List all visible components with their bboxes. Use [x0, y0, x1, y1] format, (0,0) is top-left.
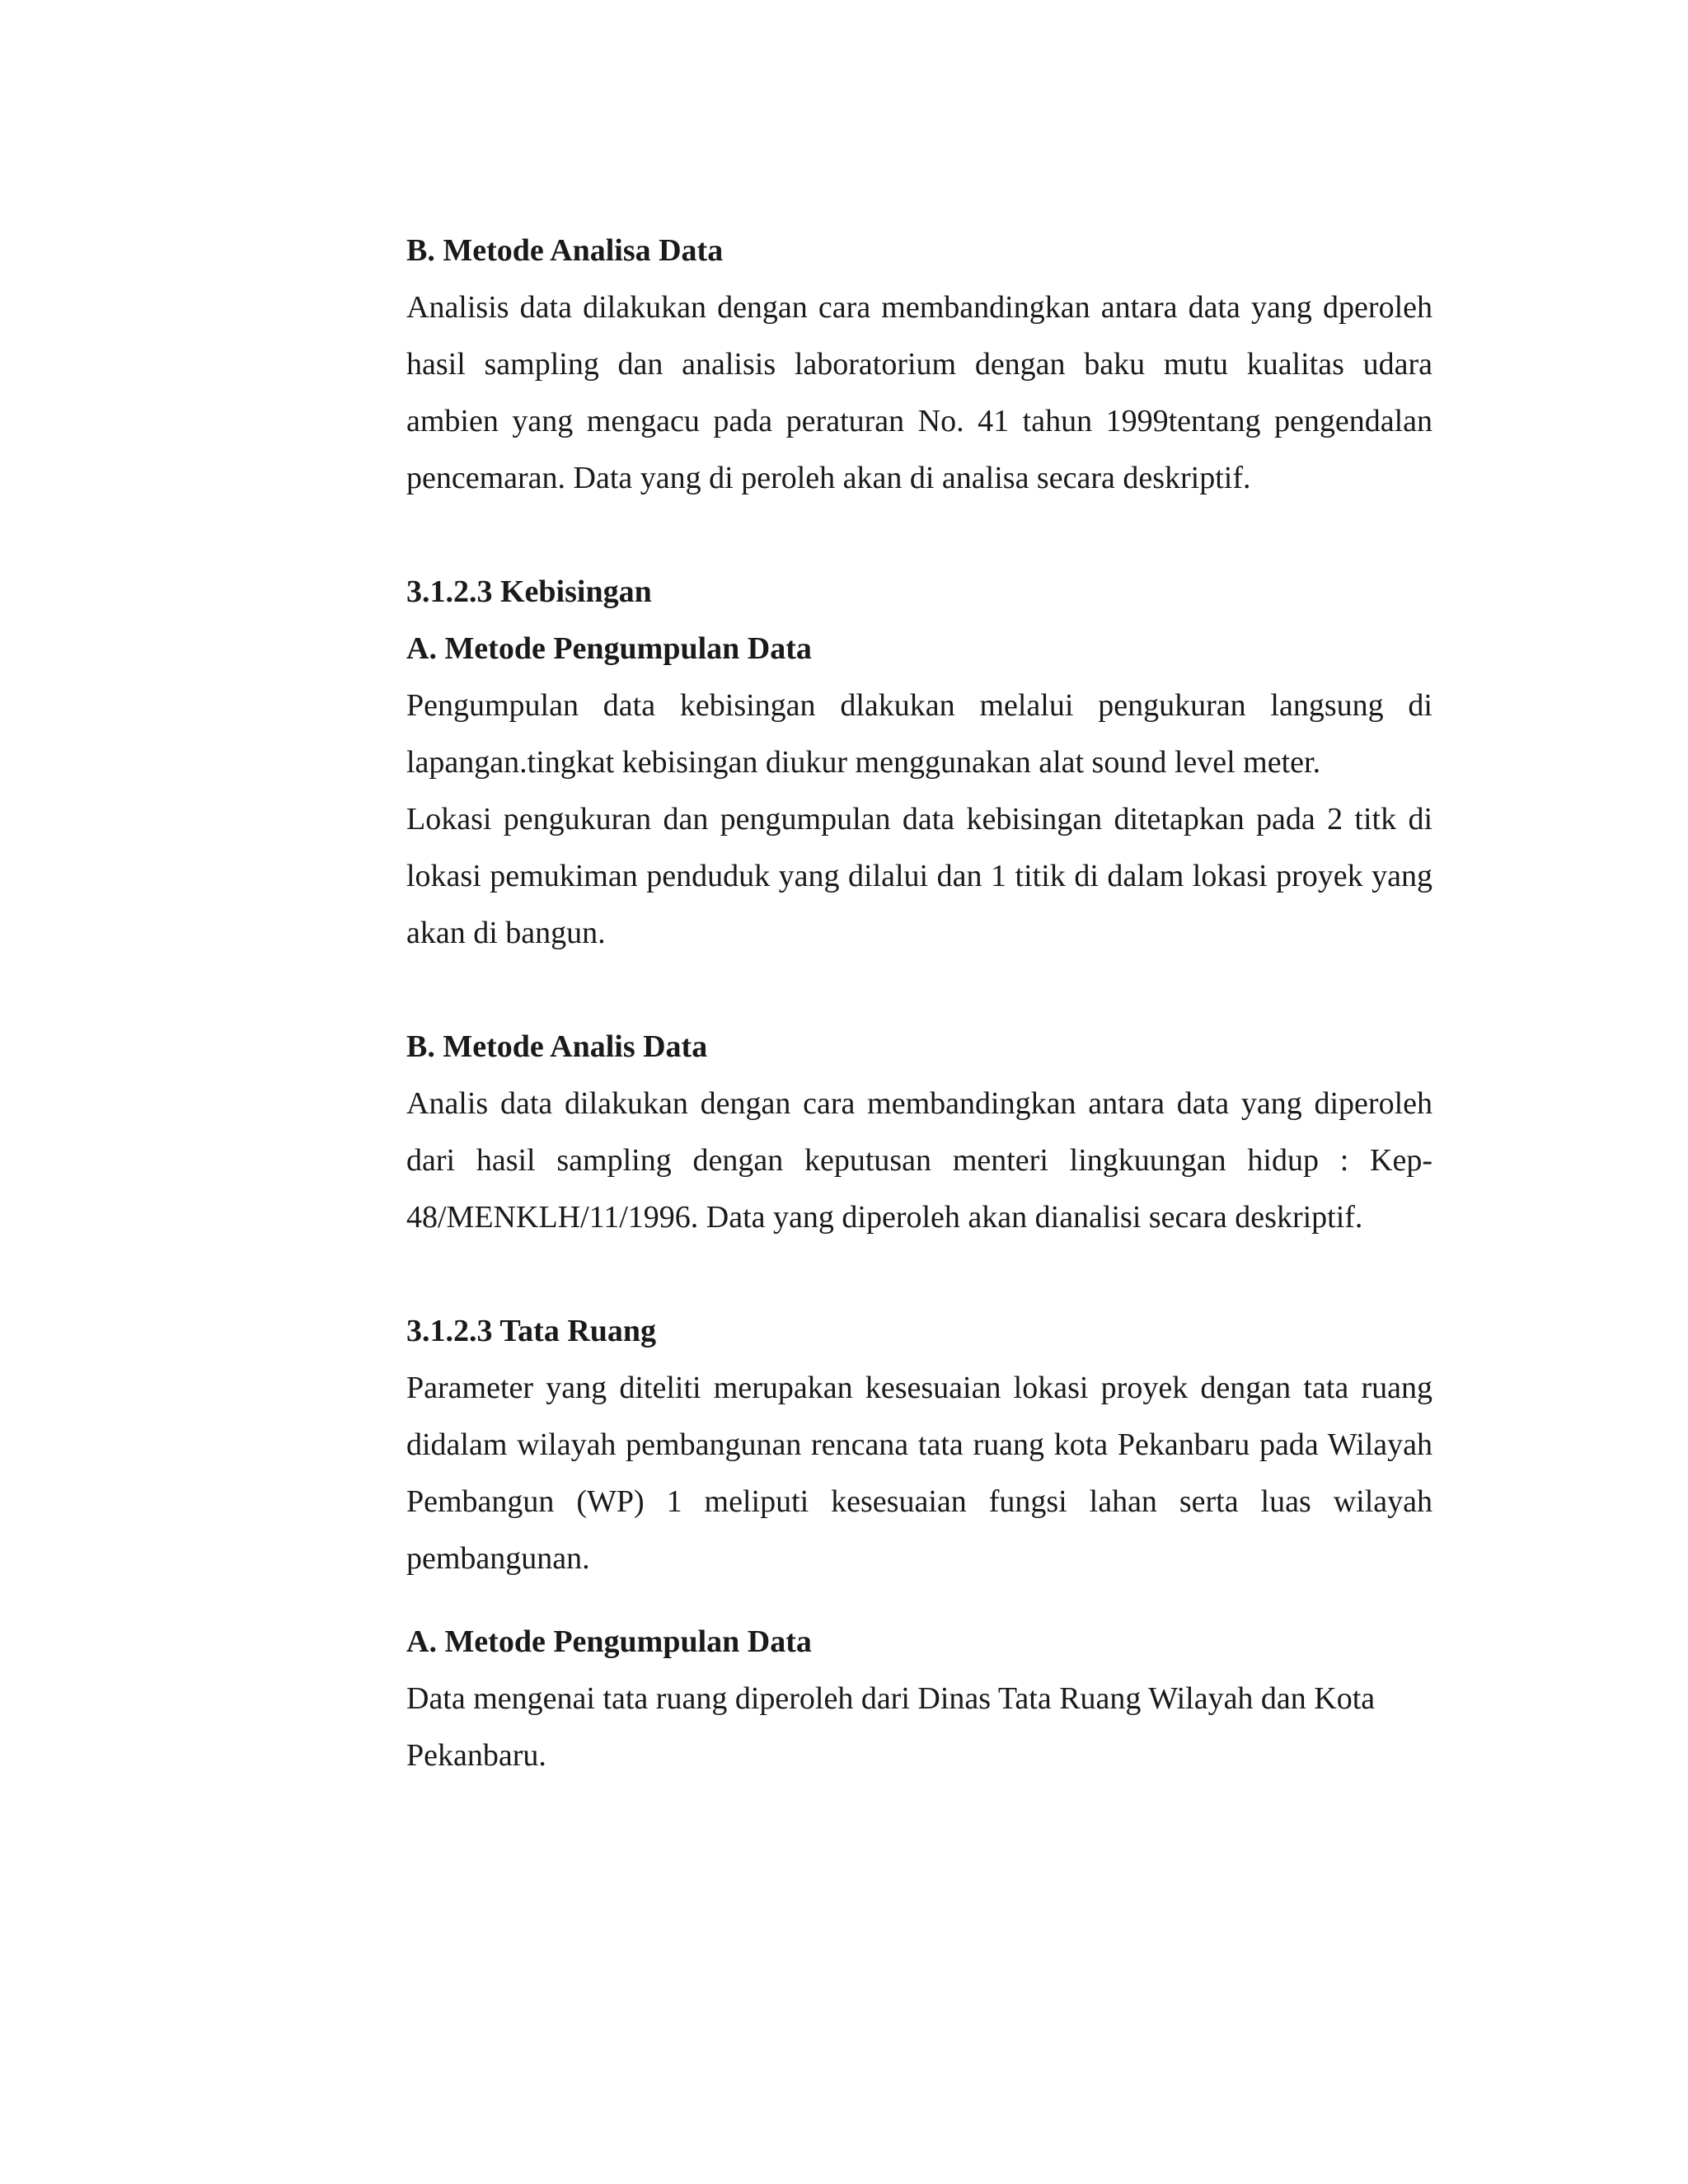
section-heading-kebisingan: 3.1.2.3 Kebisingan [406, 574, 652, 609]
section-heading-metode-analisa-data: B. Metode Analisa Data [406, 233, 724, 268]
paragraph-parameter-tata-ruang: Parameter yang diteliti merupakan kesesuaian lokasi proyek dengan tata ruang didalam wilayah pembangunan rencana tata ruang kota Pekanbaru pada Wilayah Pembangun (WP) 1 meliputi kesesuaian fungsi lahan serta luas wilayah pembangunan. [406, 1371, 1432, 1576]
paragraph-pengumpulan-kebisingan: Pengumpulan data kebisingan dlakukan melalui pengukuran langsung di lapangan.tingkat kebisingan diukur menggunakan alat sound level meter. [406, 688, 1432, 780]
section-heading-pengumpulan-tata-ruang: A. Metode Pengumpulan Data [406, 1624, 812, 1659]
subheading-metode-pengumpulan-data: A. Metode Pengumpulan Data [406, 631, 812, 666]
paragraph-lokasi-pengukuran: Lokasi pengukuran dan pengumpulan data kebisingan ditetapkan pada 2 titk di lokasi pemukiman penduduk yang dilalui dan 1 titik di dalam lokasi proyek yang akan di bangun. [406, 802, 1432, 950]
paragraph-analisis-udara: Analisis data dilakukan dengan cara membandingkan antara data yang dperoleh hasil sampling dan analisis laboratorium dengan baku mutu kualitas udara ambien yang mengacu pada peraturan No. 41 tahun 1999tentang pengendalan pencemaran. Data yang di peroleh akan di analisa secara deskriptif. [406, 290, 1432, 495]
document-page [406, 223, 1432, 1784]
section-heading-tata-ruang: 3.1.2.3 Tata Ruang [406, 1314, 657, 1348]
paragraph-analis-kebisingan: Analis data dilakukan dengan cara membandingkan antara data yang diperoleh dari hasil sampling dengan keputusan menteri lingkuungan hidup : Kep-48/MENKLH/11/1996. Data yang diperoleh akan dianalisi secara deskriptif. [406, 1086, 1432, 1235]
section-heading-metode-analis-data: B. Metode Analis Data [406, 1029, 708, 1064]
paragraph-sumber-data-tata-ruang: Data mengenai tata ruang diperoleh dari Dinas Tata Ruang Wilayah dan Kota Pekanbaru. [406, 1681, 1376, 1773]
